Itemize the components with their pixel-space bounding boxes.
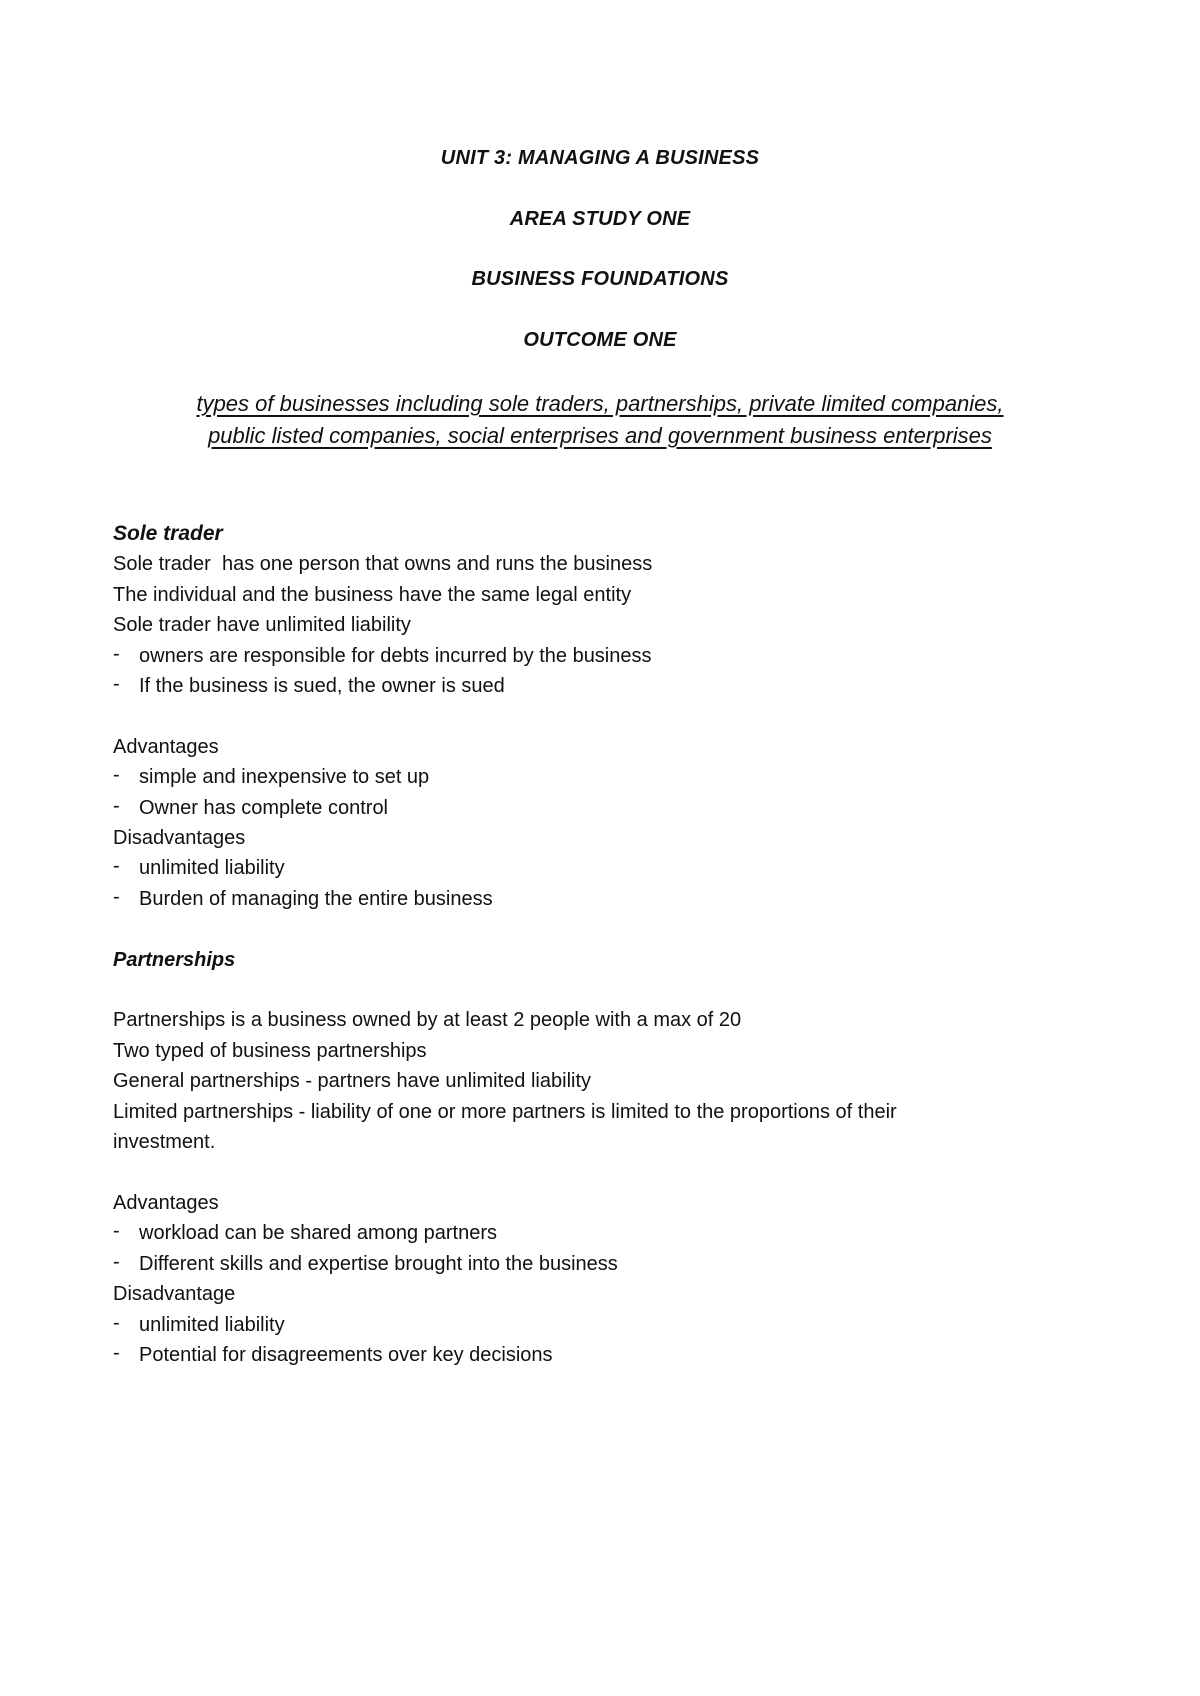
sole-trader-disadvantages-label: Disadvantages — [113, 827, 246, 850]
partnerships-title: Partnerships — [113, 948, 236, 971]
list-item: - owners are responsible for debts incurred by the business — [113, 641, 1073, 671]
spacer — [113, 1157, 1073, 1187]
sole-trader-line: Sole trader have unlimited liability — [113, 614, 411, 637]
outcome-description — [0, 388, 1200, 452]
outcome-heading: OUTCOME ONE — [523, 329, 677, 351]
list-item: - unlimited liability — [113, 1310, 1073, 1340]
partnerships-line: Partnerships is a business owned by at least 2 people with a max of 20 — [113, 1009, 742, 1032]
list-item: - If the business is sued, the owner is sued — [113, 671, 1073, 701]
outcome-description-line-2: public listed companies, social enterprises and government business enterprises — [208, 423, 992, 448]
unit-heading: UNIT 3: MANAGING A BUSINESS — [440, 147, 760, 169]
list-item: - workload can be shared among partners — [113, 1218, 1073, 1248]
partnerships-line: General partnerships - partners have unlimited liability — [113, 1070, 592, 1093]
sole-trader-line: Sole trader has one person that owns and runs the business — [113, 553, 653, 576]
business-foundations-heading: BUSINESS FOUNDATIONS — [471, 268, 729, 290]
partnerships-line: Limited partnerships - liability of one or more partners is limited to the proportions of their — [113, 1100, 897, 1123]
notes-body — [113, 519, 1073, 1370]
list-item: - simple and inexpensive to set up — [113, 762, 1073, 792]
list-item: - Burden of managing the entire business — [113, 884, 1073, 914]
partnerships-advantages-label: Advantages — [113, 1191, 219, 1214]
spacer — [113, 975, 1073, 1005]
list-item: - Different skills and expertise brought into the business — [113, 1249, 1073, 1279]
sole-trader-advantages-label: Advantages — [113, 735, 219, 758]
sole-trader-title: Sole trader — [113, 522, 223, 545]
list-item: - Owner has complete control — [113, 793, 1073, 823]
list-item: - Potential for disagreements over key decisions — [113, 1340, 1073, 1370]
spacer — [113, 701, 1073, 731]
outcome-description-line-1: types of businesses including sole traders, partnerships, private limited companies, — [196, 391, 1004, 416]
partnerships-disadvantages-label: Disadvantage — [113, 1283, 236, 1306]
partnerships-line: Two typed of business partnerships — [113, 1039, 427, 1062]
list-item: - unlimited liability — [113, 853, 1073, 883]
spacer — [113, 914, 1073, 944]
partnerships-line: investment. — [113, 1131, 216, 1154]
area-study-heading: AREA STUDY ONE — [509, 208, 691, 230]
sole-trader-line: The individual and the business have the same legal entity — [113, 583, 632, 606]
